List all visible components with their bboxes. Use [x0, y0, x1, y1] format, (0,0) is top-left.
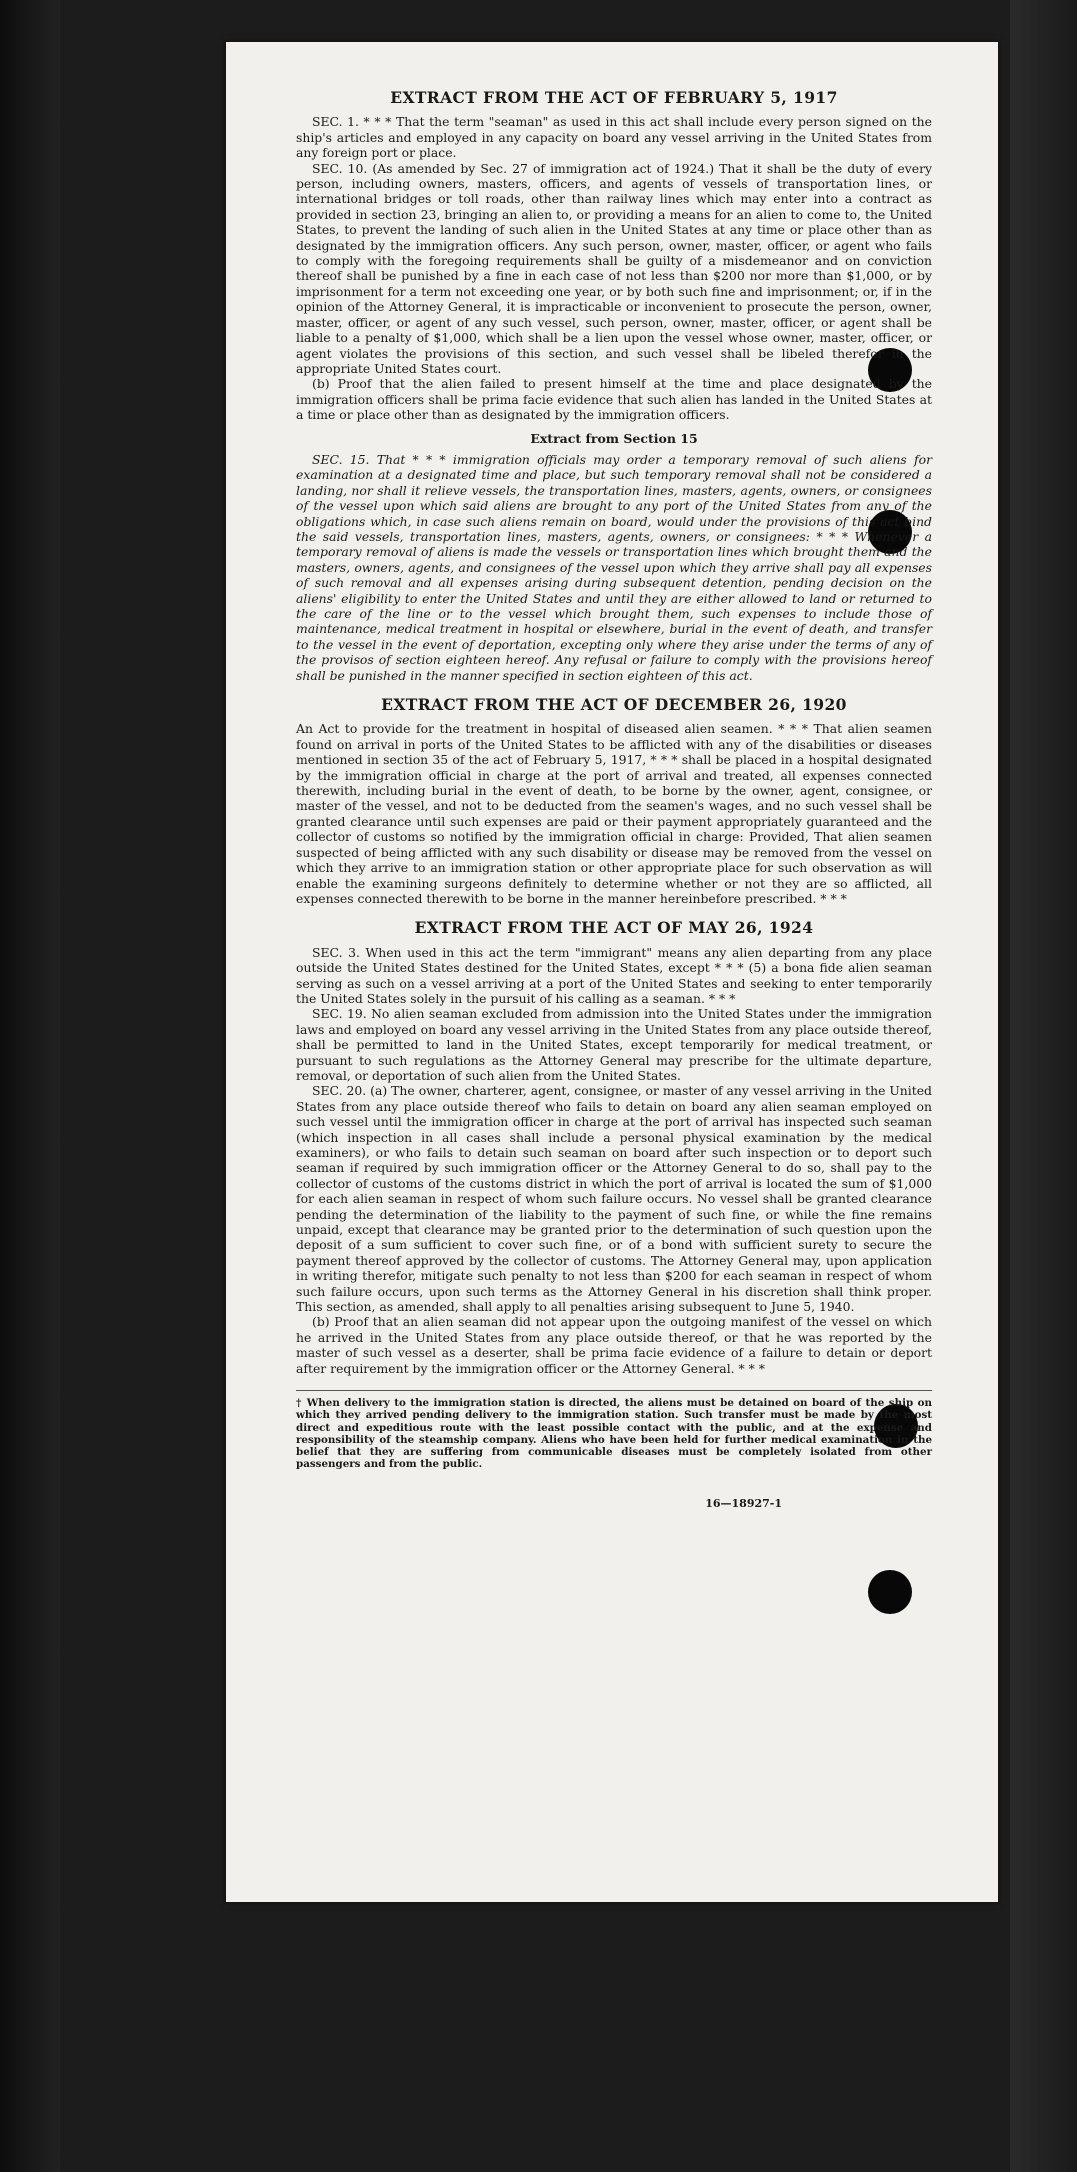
paragraph-sec19: SEC. 19. No alien seaman excluded from admission into the United States under the immigration laws and employed on board any vessel arriving in the United States from any place outside thereof, shall be permitted to land in the United States, except temporarily for medical treatment, or pursuant to such regulations as the Attorney General may prescribe for the ultimate departure, removal, or deportation of such alien from the United States.	[296, 1006, 932, 1083]
film-border-right	[1010, 0, 1077, 2172]
heading-act-1917: EXTRACT FROM THE ACT OF FEBRUARY 5, 1917	[390, 88, 838, 107]
heading-section-15: Extract from Section 15	[530, 430, 698, 446]
paragraph-act-1920: An Act to provide for the treatment in hospital of diseased alien seamen. * * * That alien seamen found on arrival in ports of the United States to be afflicted with any of the disabilities or diseases mentioned in section 35 of the act of February 5, 1917, * * * shall be placed in a hospital designated by the immigration official in charge at the port of arrival and treated, all expenses connected therewith, including burial in the event of death, to be borne by the owner, agent, consignee, or master of the vessel, and not to be deducted from the seamen's wages, and no such vessel shall be granted clearance until such expenses are paid or their payment appropriately guaranteed and the collector of customs so notified by the immigration official in charge: Provided, That alien seamen suspected of being afflicted with any such disability or disease may be removed from the vessel on which they arrive to an immigration station or other appropriate place for such observation as will enable the examining surgeons definitely to determine whether or not they are so afflicted, all expenses connected therewith to be borne in the manner hereinbefore prescribed. * * *	[296, 721, 932, 906]
document-page	[226, 42, 998, 1902]
paragraph-sec20b: (b) Proof that an alien seaman did not appear upon the outgoing manifest of the vessel on which he arrived in the United States from any place outside thereof, or that he was reported by the master of such vessel as a deserter, shall be prima facie evidence of a failure to detain or deport after requirement by the immigration officer or the Attorney General. * * *	[296, 1314, 932, 1376]
punch-hole	[868, 1570, 912, 1614]
paragraph-sec10: SEC. 10. (As amended by Sec. 27 of immigration act of 1924.) That it shall be the duty of every person, including owners, masters, officers, and agents of vessels of transportation lines, or international bridges or toll roads, other than railway lines which may enter into a contract as provided in section 23, bringing an alien to, or providing a means for an alien to come to, the United States, to prevent the landing of such alien in the United States at any time or place other than as designated by the immigration officers. Any such person, owner, master, officer, or agent who fails to comply with the foregoing requirements shall be guilty of a misdemeanor and on conviction thereof shall be punished by a fine in each case of not less than $200 nor more than $1,000, or by imprisonment for a term not exceeding one year, or by both such fine and imprisonment; or, if in the opinion of the Attorney General, it is impracticable or inconvenient to prosecute the person, owner, master, officer, or agent of any such vessel, such person, owner, master, officer, or agent shall be liable to a penalty of $1,000, which shall be a lien upon the vessel whose owner, master, officer, or agent violates the provisions of this section, and such vessel shall be libeled therefor in the appropriate United States court.	[296, 160, 932, 376]
section-act-1920	[296, 697, 932, 906]
paragraph-sec10b: (b) Proof that the alien failed to present himself at the time and place designated by the immigration officers shall be prima facie evidence that such alien has landed in the United States at a time or place other than as designated by the immigration officers.	[296, 376, 932, 423]
section-act-1924	[296, 920, 932, 1376]
form-number: 16—18927-1	[705, 1497, 782, 1511]
paragraph-sec20a: SEC. 20. (a) The owner, charterer, agent, consignee, or master of any vessel arriving in the United States from any place outside thereof who fails to detain on board any alien seaman employed on such vessel until the immigration officer in charge at the port of arrival has inspected such seaman (which inspection in all cases shall include a personal physical examination by the medical examiners), or who fails to detain such seaman on board after such inspection or to deport such seaman if required by such immigration officer or the Attorney General to do so, shall pay to the collector of customs of the customs district in which the port of arrival is located the sum of $1,000 for each alien seaman in respect of whom such failure occurs. No vessel shall be granted clearance pending the determination of the liability to the payment of such fine, or while the fine remains unpaid, except that clearance may be granted prior to the determination of such question upon the deposit of a sum sufficient to cover such fine, or of a bond with sufficient surety to secure the payment thereof approved by the collector of customs. The Attorney General may, upon application in writing therefor, mitigate such penalty to not less than $200 for each seaman in respect of whom such failure occurs, upon such terms as the Attorney General in his discretion shall think proper. This section, as amended, shall apply to all penalties arising subsequent to June 5, 1940.	[296, 1083, 932, 1315]
heading-act-1920: EXTRACT FROM THE ACT OF DECEMBER 26, 1920	[381, 695, 847, 715]
heading-act-1924: EXTRACT FROM THE ACT OF MAY 26, 1924	[414, 918, 814, 938]
film-border-left	[0, 0, 60, 2172]
paragraph-sec3: SEC. 3. When used in this act the term "immigrant" means any alien departing from any place outside the United States destined for the United States, except * * * (5) a bona fide alien seaman serving as such on a vessel arriving at a port of the United States and seeking to enter temporarily the United States solely in the pursuit of his calling as a seaman. * * *	[296, 944, 932, 1006]
section-act-1917	[296, 90, 932, 683]
document-text	[296, 90, 932, 1512]
paragraph-sec15: SEC. 15. That * * * immigration officials may order a temporary removal of such aliens for examination at a designated time and place, but such temporary removal shall not be considered a landing, nor shall it relieve vessels, the transportation lines, masters, agents, owners, or consignees of the vessel upon which said aliens are brought to any port of the United States from any of the obligations which, in case such aliens remain on board, would under the provisions of this act bind the said vessels, transportation lines, masters, agents, owners, or consignees: * * * Whenever a temporary removal of aliens is made the vessels or transportation lines which brought them and the masters, owners, agents, and consignees of the vessel upon which they arrive shall pay all expenses of such removal and all expenses arising during subsequent detention, pending decision on the aliens' eligibility to enter the United States and until they are either allowed to land or returned to the care of the line or to the vessel which brought them, such expenses to include those of maintenance, medical treatment in hospital or elsewhere, burial in the event of death, and transfer to the vessel in the event of deportation, excepting only where they arise under the terms of any of the provisos of section eighteen hereof. Any refusal or failure to comply with the provisions hereof shall be punished in the manner specified in section eighteen of this act.	[296, 451, 932, 683]
footnote: † When delivery to the immigration station is directed, the aliens must be detained on board of the ship on which they arrived pending delivery to the immigration station. Such transfer must be made by the most direct and expeditious route with the least possible contact with the public, and at the expense and responsibility of the steamship company. Aliens who have been held for further medical examination in the belief that they are suffering from communicable diseases must be completely isolated from other passengers and from the public.	[296, 1390, 932, 1470]
paragraph-sec1: SEC. 1. * * * That the term "seaman" as used in this act shall include every person signed on the ship's articles and employed in any capacity on board any vessel arriving in the United States from any foreign port or place.	[296, 114, 932, 161]
